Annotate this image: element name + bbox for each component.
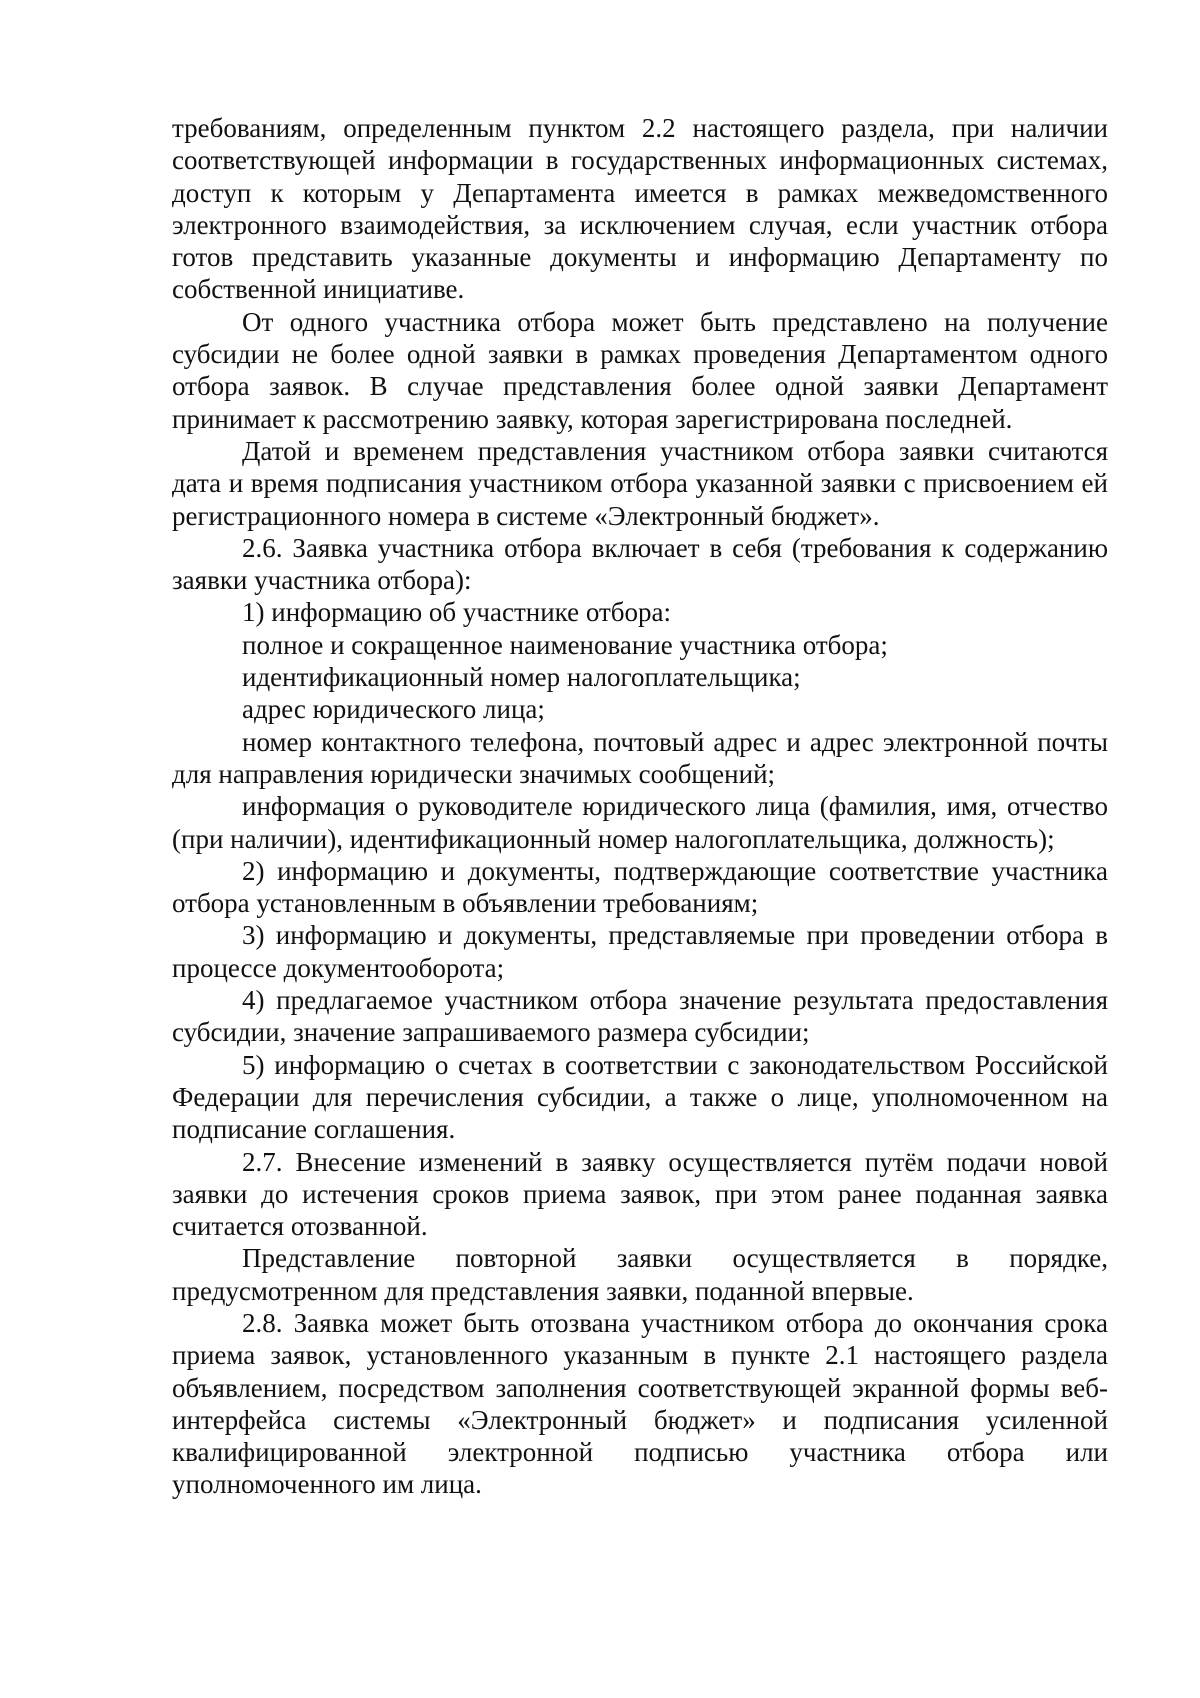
paragraph-continuation-requirements: требованиям, определенным пунктом 2.2 настоящего раздела, при наличии соответствующей информации в государственных информационных системах, доступ к которым у Департамента имеется в рамках межведомственного электронного взаимодействия, за исключением случая, если участник отбора готов представить указанные документы и информацию Департаменту по собственной инициативе.	[172, 113, 1108, 305]
paragraph-2-7: 2.7. Внесение изменений в заявку осуществляется путём подачи новой заявки до истечения сроков приема заявок, при этом ранее поданная заявка считается отозванной.	[172, 1146, 1108, 1242]
list-subitem-contacts: номер контактного телефона, почтовый адрес и адрес электронной почты для направления юридически значимых сообщений;	[172, 726, 1108, 789]
paragraph-2-6: 2.6. Заявка участника отбора включает в себя (требования к содержанию заявки участника отбора):	[172, 532, 1108, 596]
list-subitem-full-name: полное и сокращенное наименование участника отбора;	[242, 629, 888, 660]
list-item-2: 2) информацию и документы, подтверждающие соответствие участника отбора установленным в объявлении требованиям;	[172, 855, 1108, 919]
document-body	[172, 112, 1108, 1501]
paragraph-one-application: От одного участника отбора может быть представлено на получение субсидии не более одной заявки в рамках проведения Департаментом одного отбора заявок. В случае представления более одной заявки Департамент принимает к рассмотрению заявку, которая зарегистрирована последней.	[172, 306, 1108, 434]
paragraph-date-time: Датой и временем представления участником отбора заявки считаются дата и время подписания участником отбора указанной заявки с присвоением ей регистрационного номера в системе «Электронный бюджет».	[172, 435, 1108, 531]
paragraph-repeat-application: Представление повторной заявки осуществляется в порядке, предусмотренном для представления заявки, поданной впервые.	[172, 1243, 1108, 1306]
list-item-5: 5) информацию о счетах в соответствии с законодательством Российской Федерации для перечисления субсидии, а также о лице, уполномоченном на подписание соглашения.	[172, 1049, 1108, 1145]
list-item-1: 1) информацию об участнике отбора:	[242, 597, 672, 628]
list-subitem-address: адрес юридического лица;	[242, 694, 545, 725]
list-subitem-head-info: информация о руководителе юридического лица (фамилия, имя, отчество (при наличии), идентификационный номер налогоплательщика, должность);	[172, 791, 1108, 854]
list-item-4: 4) предлагаемое участником отбора значение результата предоставления субсидии, значение запрашиваемого размера субсидии;	[172, 985, 1108, 1048]
paragraph-2-8: 2.8. Заявка может быть отозвана участником отбора до окончания срока приема заявок, установленного указанным в пункте 2.1 настоящего раздела объявлением, посредством заполнения соответствующей экранной формы веб-интерфейса системы «Электронный бюджет» и подписания усиленной квалифицированной электронной подписью участника отбора или уполномоченного им лица.	[172, 1307, 1108, 1500]
list-item-3: 3) информацию и документы, представляемые при проведении отбора в процессе документооборота;	[172, 920, 1108, 983]
list-subitem-inn: идентификационный номер налогоплательщика;	[242, 662, 801, 693]
